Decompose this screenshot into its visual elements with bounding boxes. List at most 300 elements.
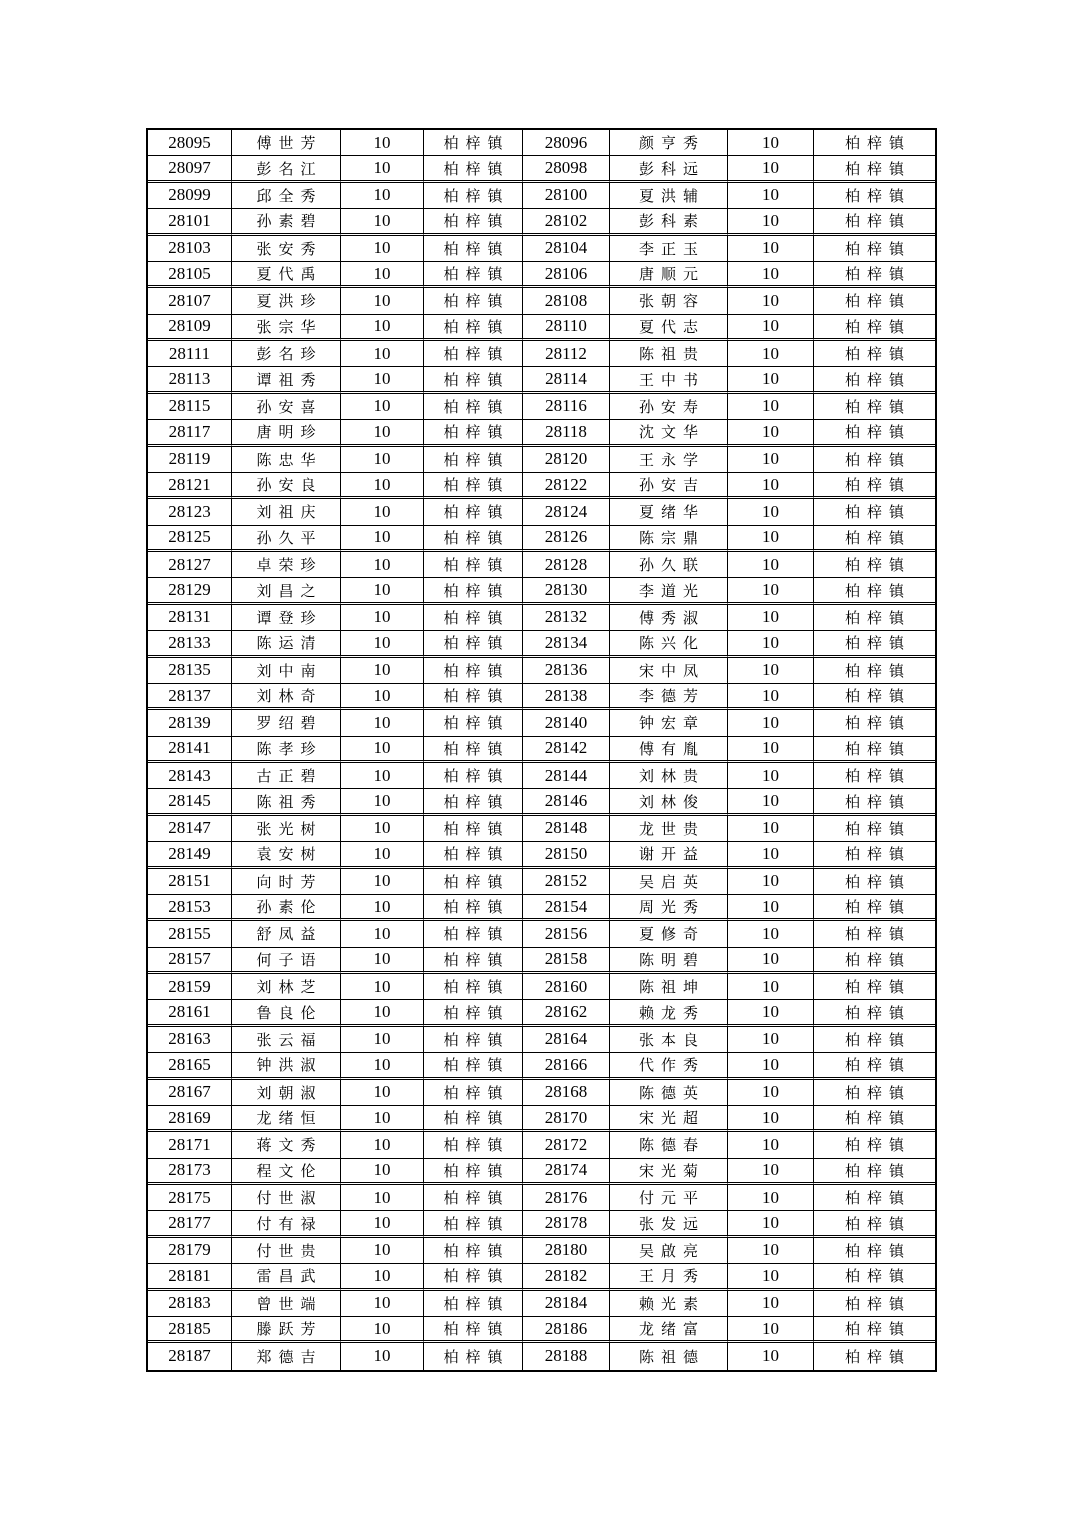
cell-name: 夏洪辅	[610, 183, 728, 209]
cell-id: 28173	[148, 1159, 232, 1185]
cell-town: 柏梓镇	[814, 1159, 935, 1185]
cell-name: 谭祖秀	[232, 367, 341, 393]
cell-name: 张光树	[232, 816, 341, 842]
cell-amount: 10	[341, 631, 424, 657]
cell-id: 28178	[523, 1211, 610, 1237]
cell-amount: 10	[341, 367, 424, 393]
cell-amount: 10	[341, 1159, 424, 1185]
cell-town: 柏梓镇	[814, 1317, 935, 1343]
cell-town: 柏梓镇	[424, 1211, 523, 1237]
cell-town: 柏梓镇	[424, 341, 523, 367]
cell-town: 柏梓镇	[814, 789, 935, 815]
cell-amount: 10	[341, 236, 424, 262]
cell-amount: 10	[341, 1317, 424, 1343]
cell-name: 周光秀	[610, 895, 728, 921]
cell-id: 28120	[523, 447, 610, 473]
cell-town: 柏梓镇	[424, 1343, 523, 1369]
cell-name: 陈德春	[610, 1132, 728, 1158]
cell-id: 28110	[523, 315, 610, 341]
cell-id: 28145	[148, 789, 232, 815]
cell-amount: 10	[341, 1185, 424, 1211]
cell-name: 孙安喜	[232, 394, 341, 420]
cell-town: 柏梓镇	[424, 183, 523, 209]
cell-name: 钟宏章	[610, 710, 728, 736]
cell-town: 柏梓镇	[424, 1317, 523, 1343]
cell-id: 28112	[523, 341, 610, 367]
cell-amount: 10	[341, 921, 424, 947]
cell-name: 王月秀	[610, 1264, 728, 1290]
cell-name: 舒凤益	[232, 921, 341, 947]
cell-id: 28165	[148, 1053, 232, 1079]
cell-town: 柏梓镇	[814, 1000, 935, 1026]
cell-name: 付世贵	[232, 1238, 341, 1264]
cell-name: 张云福	[232, 1027, 341, 1053]
cell-town: 柏梓镇	[814, 552, 935, 578]
cell-town: 柏梓镇	[814, 1053, 935, 1079]
cell-id: 28175	[148, 1185, 232, 1211]
cell-name: 刘林奇	[232, 684, 341, 710]
cell-amount: 10	[728, 1211, 814, 1237]
cell-id: 28116	[523, 394, 610, 420]
cell-amount: 10	[341, 526, 424, 552]
cell-amount: 10	[728, 262, 814, 288]
cell-amount: 10	[341, 789, 424, 815]
cell-amount: 10	[728, 842, 814, 868]
cell-town: 柏梓镇	[814, 974, 935, 1000]
cell-id: 28106	[523, 262, 610, 288]
cell-name: 程文伦	[232, 1159, 341, 1185]
cell-town: 柏梓镇	[424, 288, 523, 314]
cell-town: 柏梓镇	[424, 1106, 523, 1132]
cell-name: 陈祖秀	[232, 789, 341, 815]
cell-name: 付元平	[610, 1185, 728, 1211]
cell-town: 柏梓镇	[424, 473, 523, 499]
cell-name: 古正碧	[232, 763, 341, 789]
cell-amount: 10	[341, 156, 424, 182]
cell-name: 陈祖贵	[610, 341, 728, 367]
cell-amount: 10	[728, 1317, 814, 1343]
cell-town: 柏梓镇	[424, 605, 523, 631]
cell-id: 28153	[148, 895, 232, 921]
cell-town: 柏梓镇	[814, 1211, 935, 1237]
cell-amount: 10	[728, 1264, 814, 1290]
cell-town: 柏梓镇	[814, 315, 935, 341]
cell-id: 28157	[148, 948, 232, 974]
cell-id: 28111	[148, 341, 232, 367]
cell-amount: 10	[728, 367, 814, 393]
cell-town: 柏梓镇	[424, 367, 523, 393]
cell-id: 28109	[148, 315, 232, 341]
cell-name: 吴啟亮	[610, 1238, 728, 1264]
cell-name: 鲁良伦	[232, 1000, 341, 1026]
cell-name: 陈祖坤	[610, 974, 728, 1000]
cell-town: 柏梓镇	[424, 1053, 523, 1079]
cell-town: 柏梓镇	[424, 552, 523, 578]
cell-name: 宋光菊	[610, 1159, 728, 1185]
cell-name: 彭名珍	[232, 341, 341, 367]
cell-name: 陈明碧	[610, 948, 728, 974]
cell-town: 柏梓镇	[814, 236, 935, 262]
cell-amount: 10	[728, 526, 814, 552]
cell-id: 28152	[523, 869, 610, 895]
cell-id: 28171	[148, 1132, 232, 1158]
cell-amount: 10	[728, 1159, 814, 1185]
cell-id: 28101	[148, 209, 232, 235]
cell-town: 柏梓镇	[424, 420, 523, 446]
cell-id: 28097	[148, 156, 232, 182]
cell-amount: 10	[728, 684, 814, 710]
cell-name: 孙素碧	[232, 209, 341, 235]
cell-id: 28166	[523, 1053, 610, 1079]
cell-amount: 10	[341, 763, 424, 789]
cell-id: 28140	[523, 710, 610, 736]
cell-name: 王永学	[610, 447, 728, 473]
cell-amount: 10	[341, 499, 424, 525]
cell-town: 柏梓镇	[424, 895, 523, 921]
cell-amount: 10	[341, 895, 424, 921]
cell-town: 柏梓镇	[814, 341, 935, 367]
cell-town: 柏梓镇	[424, 394, 523, 420]
cell-id: 28137	[148, 684, 232, 710]
cell-town: 柏梓镇	[424, 763, 523, 789]
cell-name: 夏代志	[610, 315, 728, 341]
cell-id: 28133	[148, 631, 232, 657]
cell-id: 28113	[148, 367, 232, 393]
cell-id: 28179	[148, 1238, 232, 1264]
cell-name: 傅秀淑	[610, 605, 728, 631]
cell-town: 柏梓镇	[814, 420, 935, 446]
cell-id: 28102	[523, 209, 610, 235]
cell-amount: 10	[341, 578, 424, 604]
cell-amount: 10	[728, 499, 814, 525]
cell-name: 陈忠华	[232, 447, 341, 473]
cell-name: 彭名江	[232, 156, 341, 182]
cell-amount: 10	[728, 763, 814, 789]
cell-amount: 10	[341, 737, 424, 763]
cell-amount: 10	[728, 737, 814, 763]
cell-id: 28163	[148, 1027, 232, 1053]
cell-name: 沈文华	[610, 420, 728, 446]
cell-id: 28150	[523, 842, 610, 868]
cell-name: 代作秀	[610, 1053, 728, 1079]
cell-town: 柏梓镇	[814, 816, 935, 842]
cell-name: 钟洪淑	[232, 1053, 341, 1079]
cell-id: 28117	[148, 420, 232, 446]
cell-name: 傅世芳	[232, 130, 341, 156]
cell-id: 28131	[148, 605, 232, 631]
cell-town: 柏梓镇	[424, 921, 523, 947]
cell-town: 柏梓镇	[424, 262, 523, 288]
cell-amount: 10	[728, 420, 814, 446]
cell-town: 柏梓镇	[814, 710, 935, 736]
cell-amount: 10	[341, 605, 424, 631]
cell-amount: 10	[728, 895, 814, 921]
cell-town: 柏梓镇	[814, 605, 935, 631]
cell-id: 28164	[523, 1027, 610, 1053]
cell-amount: 10	[341, 842, 424, 868]
cell-name: 宋光超	[610, 1106, 728, 1132]
cell-id: 28161	[148, 1000, 232, 1026]
cell-id: 28156	[523, 921, 610, 947]
cell-town: 柏梓镇	[814, 156, 935, 182]
cell-name: 张朝容	[610, 288, 728, 314]
cell-amount: 10	[341, 816, 424, 842]
cell-town: 柏梓镇	[424, 1080, 523, 1106]
cell-amount: 10	[728, 631, 814, 657]
cell-amount: 10	[341, 710, 424, 736]
cell-town: 柏梓镇	[424, 789, 523, 815]
cell-amount: 10	[728, 921, 814, 947]
cell-town: 柏梓镇	[814, 209, 935, 235]
cell-name: 夏洪珍	[232, 288, 341, 314]
cell-id: 28177	[148, 1211, 232, 1237]
cell-town: 柏梓镇	[424, 737, 523, 763]
cell-name: 刘祖庆	[232, 499, 341, 525]
cell-amount: 10	[341, 341, 424, 367]
cell-id: 28147	[148, 816, 232, 842]
cell-id: 28144	[523, 763, 610, 789]
cell-name: 谢开益	[610, 842, 728, 868]
cell-amount: 10	[341, 1264, 424, 1290]
cell-name: 夏绪华	[610, 499, 728, 525]
cell-name: 陈兴化	[610, 631, 728, 657]
cell-town: 柏梓镇	[814, 367, 935, 393]
cell-name: 向时芳	[232, 869, 341, 895]
cell-amount: 10	[341, 658, 424, 684]
cell-name: 彭科远	[610, 156, 728, 182]
cell-name: 雷昌武	[232, 1264, 341, 1290]
cell-name: 何子语	[232, 948, 341, 974]
cell-id: 28148	[523, 816, 610, 842]
cell-town: 柏梓镇	[424, 1132, 523, 1158]
cell-town: 柏梓镇	[424, 156, 523, 182]
cell-id: 28096	[523, 130, 610, 156]
cell-town: 柏梓镇	[814, 473, 935, 499]
cell-town: 柏梓镇	[424, 1238, 523, 1264]
cell-name: 孙久联	[610, 552, 728, 578]
cell-amount: 10	[728, 341, 814, 367]
cell-id: 28183	[148, 1291, 232, 1317]
cell-name: 孙安良	[232, 473, 341, 499]
cell-id: 28185	[148, 1317, 232, 1343]
cell-id: 28130	[523, 578, 610, 604]
cell-name: 曾世端	[232, 1291, 341, 1317]
cell-amount: 10	[728, 288, 814, 314]
cell-name: 袁安树	[232, 842, 341, 868]
cell-name: 孙素伦	[232, 895, 341, 921]
cell-town: 柏梓镇	[424, 447, 523, 473]
cell-id: 28181	[148, 1264, 232, 1290]
cell-name: 陈德英	[610, 1080, 728, 1106]
cell-name: 刘朝淑	[232, 1080, 341, 1106]
cell-town: 柏梓镇	[424, 974, 523, 1000]
cell-town: 柏梓镇	[424, 1185, 523, 1211]
cell-name: 卓荣珍	[232, 552, 341, 578]
cell-town: 柏梓镇	[424, 658, 523, 684]
cell-id: 28118	[523, 420, 610, 446]
cell-id: 28126	[523, 526, 610, 552]
cell-amount: 10	[341, 262, 424, 288]
cell-town: 柏梓镇	[424, 130, 523, 156]
cell-town: 柏梓镇	[814, 1291, 935, 1317]
cell-name: 张发远	[610, 1211, 728, 1237]
cell-name: 刘林芝	[232, 974, 341, 1000]
cell-id: 28098	[523, 156, 610, 182]
cell-amount: 10	[728, 183, 814, 209]
cell-amount: 10	[728, 816, 814, 842]
cell-town: 柏梓镇	[814, 447, 935, 473]
cell-name: 孙安吉	[610, 473, 728, 499]
cell-town: 柏梓镇	[424, 1000, 523, 1026]
cell-amount: 10	[341, 948, 424, 974]
cell-amount: 10	[341, 1343, 424, 1369]
cell-town: 柏梓镇	[814, 499, 935, 525]
cell-town: 柏梓镇	[814, 763, 935, 789]
cell-amount: 10	[341, 1132, 424, 1158]
cell-town: 柏梓镇	[424, 631, 523, 657]
cell-town: 柏梓镇	[424, 948, 523, 974]
cell-amount: 10	[728, 1132, 814, 1158]
cell-id: 28187	[148, 1343, 232, 1369]
cell-name: 郑德吉	[232, 1343, 341, 1369]
cell-name: 彭科素	[610, 209, 728, 235]
cell-amount: 10	[341, 473, 424, 499]
cell-town: 柏梓镇	[424, 1027, 523, 1053]
cell-id: 28141	[148, 737, 232, 763]
cell-town: 柏梓镇	[424, 710, 523, 736]
cell-name: 陈宗鼎	[610, 526, 728, 552]
cell-town: 柏梓镇	[814, 684, 935, 710]
cell-id: 28108	[523, 288, 610, 314]
cell-name: 龙世贵	[610, 816, 728, 842]
cell-id: 28167	[148, 1080, 232, 1106]
cell-amount: 10	[341, 1211, 424, 1237]
cell-town: 柏梓镇	[424, 1291, 523, 1317]
cell-name: 夏修奇	[610, 921, 728, 947]
cell-id: 28151	[148, 869, 232, 895]
cell-town: 柏梓镇	[424, 315, 523, 341]
cell-town: 柏梓镇	[814, 1185, 935, 1211]
cell-amount: 10	[728, 394, 814, 420]
cell-amount: 10	[728, 1185, 814, 1211]
cell-id: 28135	[148, 658, 232, 684]
cell-amount: 10	[728, 605, 814, 631]
cell-name: 李德芳	[610, 684, 728, 710]
cell-town: 柏梓镇	[814, 394, 935, 420]
cell-amount: 10	[728, 315, 814, 341]
cell-name: 张安秀	[232, 236, 341, 262]
cell-amount: 10	[341, 552, 424, 578]
cell-id: 28095	[148, 130, 232, 156]
cell-town: 柏梓镇	[814, 1132, 935, 1158]
cell-amount: 10	[341, 209, 424, 235]
cell-amount: 10	[728, 1343, 814, 1369]
cell-id: 28142	[523, 737, 610, 763]
cell-town: 柏梓镇	[814, 948, 935, 974]
cell-name: 孙安寿	[610, 394, 728, 420]
cell-id: 28188	[523, 1343, 610, 1369]
cell-amount: 10	[728, 1291, 814, 1317]
cell-id: 28138	[523, 684, 610, 710]
cell-name: 付有禄	[232, 1211, 341, 1237]
cell-id: 28169	[148, 1106, 232, 1132]
cell-name: 张宗华	[232, 315, 341, 341]
cell-id: 28115	[148, 394, 232, 420]
cell-town: 柏梓镇	[424, 1264, 523, 1290]
cell-town: 柏梓镇	[814, 288, 935, 314]
cell-town: 柏梓镇	[814, 1264, 935, 1290]
cell-name: 孙久平	[232, 526, 341, 552]
cell-name: 龙绪恒	[232, 1106, 341, 1132]
cell-town: 柏梓镇	[424, 869, 523, 895]
cell-amount: 10	[728, 1238, 814, 1264]
cell-id: 28132	[523, 605, 610, 631]
cell-id: 28139	[148, 710, 232, 736]
cell-amount: 10	[341, 420, 424, 446]
cell-town: 柏梓镇	[814, 737, 935, 763]
cell-name: 蒋文秀	[232, 1132, 341, 1158]
cell-town: 柏梓镇	[814, 869, 935, 895]
cell-name: 夏代禹	[232, 262, 341, 288]
cell-amount: 10	[728, 974, 814, 1000]
cell-id: 28174	[523, 1159, 610, 1185]
cell-town: 柏梓镇	[814, 895, 935, 921]
cell-name: 陈孝珍	[232, 737, 341, 763]
cell-amount: 10	[341, 1053, 424, 1079]
cell-id: 28149	[148, 842, 232, 868]
cell-amount: 10	[341, 1106, 424, 1132]
cell-town: 柏梓镇	[814, 921, 935, 947]
cell-name: 罗绍碧	[232, 710, 341, 736]
cell-id: 28186	[523, 1317, 610, 1343]
cell-amount: 10	[341, 130, 424, 156]
cell-town: 柏梓镇	[424, 578, 523, 604]
cell-id: 28128	[523, 552, 610, 578]
cell-id: 28180	[523, 1238, 610, 1264]
cell-name: 宋中凤	[610, 658, 728, 684]
cell-amount: 10	[341, 684, 424, 710]
cell-id: 28176	[523, 1185, 610, 1211]
cell-id: 28125	[148, 526, 232, 552]
cell-id: 28100	[523, 183, 610, 209]
cell-name: 张本良	[610, 1027, 728, 1053]
cell-town: 柏梓镇	[424, 684, 523, 710]
cell-id: 28170	[523, 1106, 610, 1132]
cell-town: 柏梓镇	[424, 816, 523, 842]
cell-id: 28107	[148, 288, 232, 314]
cell-amount: 10	[341, 183, 424, 209]
cell-id: 28168	[523, 1080, 610, 1106]
cell-town: 柏梓镇	[424, 209, 523, 235]
cell-town: 柏梓镇	[424, 499, 523, 525]
cell-town: 柏梓镇	[814, 1238, 935, 1264]
cell-town: 柏梓镇	[814, 842, 935, 868]
cell-town: 柏梓镇	[424, 526, 523, 552]
cell-amount: 10	[728, 658, 814, 684]
cell-name: 李道光	[610, 578, 728, 604]
roster-table	[146, 128, 937, 1372]
cell-town: 柏梓镇	[814, 1106, 935, 1132]
cell-id: 28127	[148, 552, 232, 578]
cell-name: 谭登珍	[232, 605, 341, 631]
cell-amount: 10	[728, 869, 814, 895]
cell-name: 付世淑	[232, 1185, 341, 1211]
cell-amount: 10	[728, 236, 814, 262]
cell-id: 28119	[148, 447, 232, 473]
cell-name: 刘昌之	[232, 578, 341, 604]
cell-name: 颜亨秀	[610, 130, 728, 156]
cell-id: 28134	[523, 631, 610, 657]
